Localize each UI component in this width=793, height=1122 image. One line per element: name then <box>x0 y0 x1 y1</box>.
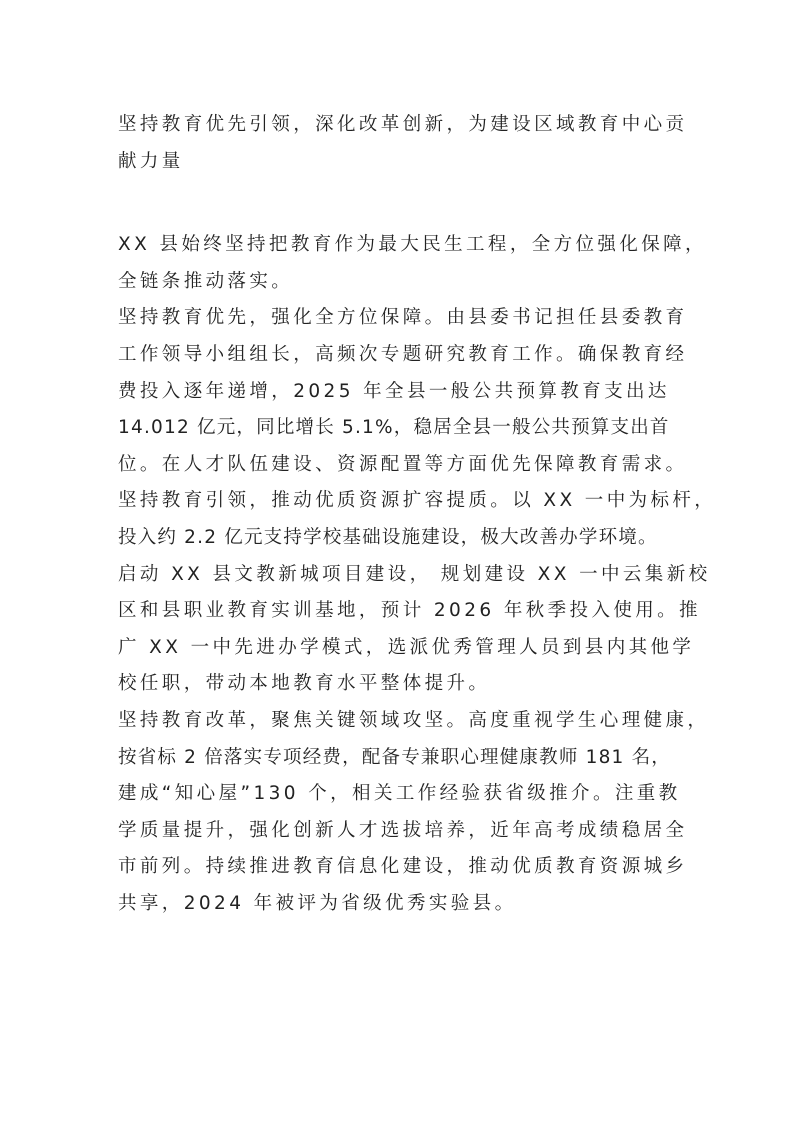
document-title <box>118 107 688 180</box>
spacer <box>118 180 680 227</box>
text-line: 校任职，带动本地教育水平整体提升。 <box>118 673 491 695</box>
document-page <box>118 107 717 922</box>
text-line: 共享，2024 年被评为省级优秀实验县。 <box>118 892 517 914</box>
text-line: 建成“知心屋”130 个，相关工作经验获省级推介。注重教 <box>118 783 681 805</box>
title-line: 坚持教育优先引领，深化改革创新，为建设区域教育中心贡 <box>118 114 688 135</box>
leadership-paragraph <box>118 483 717 703</box>
text-line: 按省标 2 倍落实专项经费，配备专兼职心理健康教师 181 名， <box>118 746 672 768</box>
text-line: 坚持教育改革，聚焦关键领域攻坚。高度重视学生心理健康， <box>118 709 710 731</box>
text-line: 坚持教育优先，强化全方位保障。由县委书记担任县委教育 <box>118 307 688 329</box>
text-line: 全链条推动落实。 <box>118 270 294 292</box>
text-line: XX 县始终坚持把教育作为最大民生工程，全方位强化保障， <box>118 234 707 256</box>
text-line: 费投入逐年递增，2025 年全县一般公共预算教育支出达 <box>118 380 670 402</box>
text-line: 投入约 2.2 亿元支持学校基础设施建设，极大改善办学环境。 <box>118 526 658 548</box>
title-line: 献力量 <box>118 150 184 172</box>
text-line: 启动 XX 县文教新城项目建设， 规划建设 XX 一中云集新校 <box>118 563 711 585</box>
text-line: 位。在人才队伍建设、资源配置等方面优先保障教育需求。 <box>118 453 688 475</box>
text-line: 坚持教育引领，推动优质资源扩容提质。以 XX 一中为标杆， <box>118 490 717 512</box>
priority-paragraph <box>118 300 688 483</box>
text-line: 区和县职业教育实训基地，预计 2026 年秋季投入使用。推 <box>118 600 701 622</box>
text-line: 市前列。持续推进教育信息化建设，推动优质教育资源城乡 <box>118 856 688 878</box>
text-line: 工作领导小组组长，高频次专题研究教育工作。确保教育经 <box>118 343 688 365</box>
text-line: 学质量提升，强化创新人才选拔培养，近年高考成绩稳居全 <box>118 819 688 841</box>
reform-paragraph <box>118 703 710 923</box>
text-line: 14.012 亿元，同比增长 5.1%，稳居全县一般公共预算支出首 <box>118 417 670 439</box>
intro-paragraph <box>118 227 707 300</box>
text-line: 广 XX 一中先进办学模式，选派优秀管理人员到县内其他学 <box>118 636 695 658</box>
